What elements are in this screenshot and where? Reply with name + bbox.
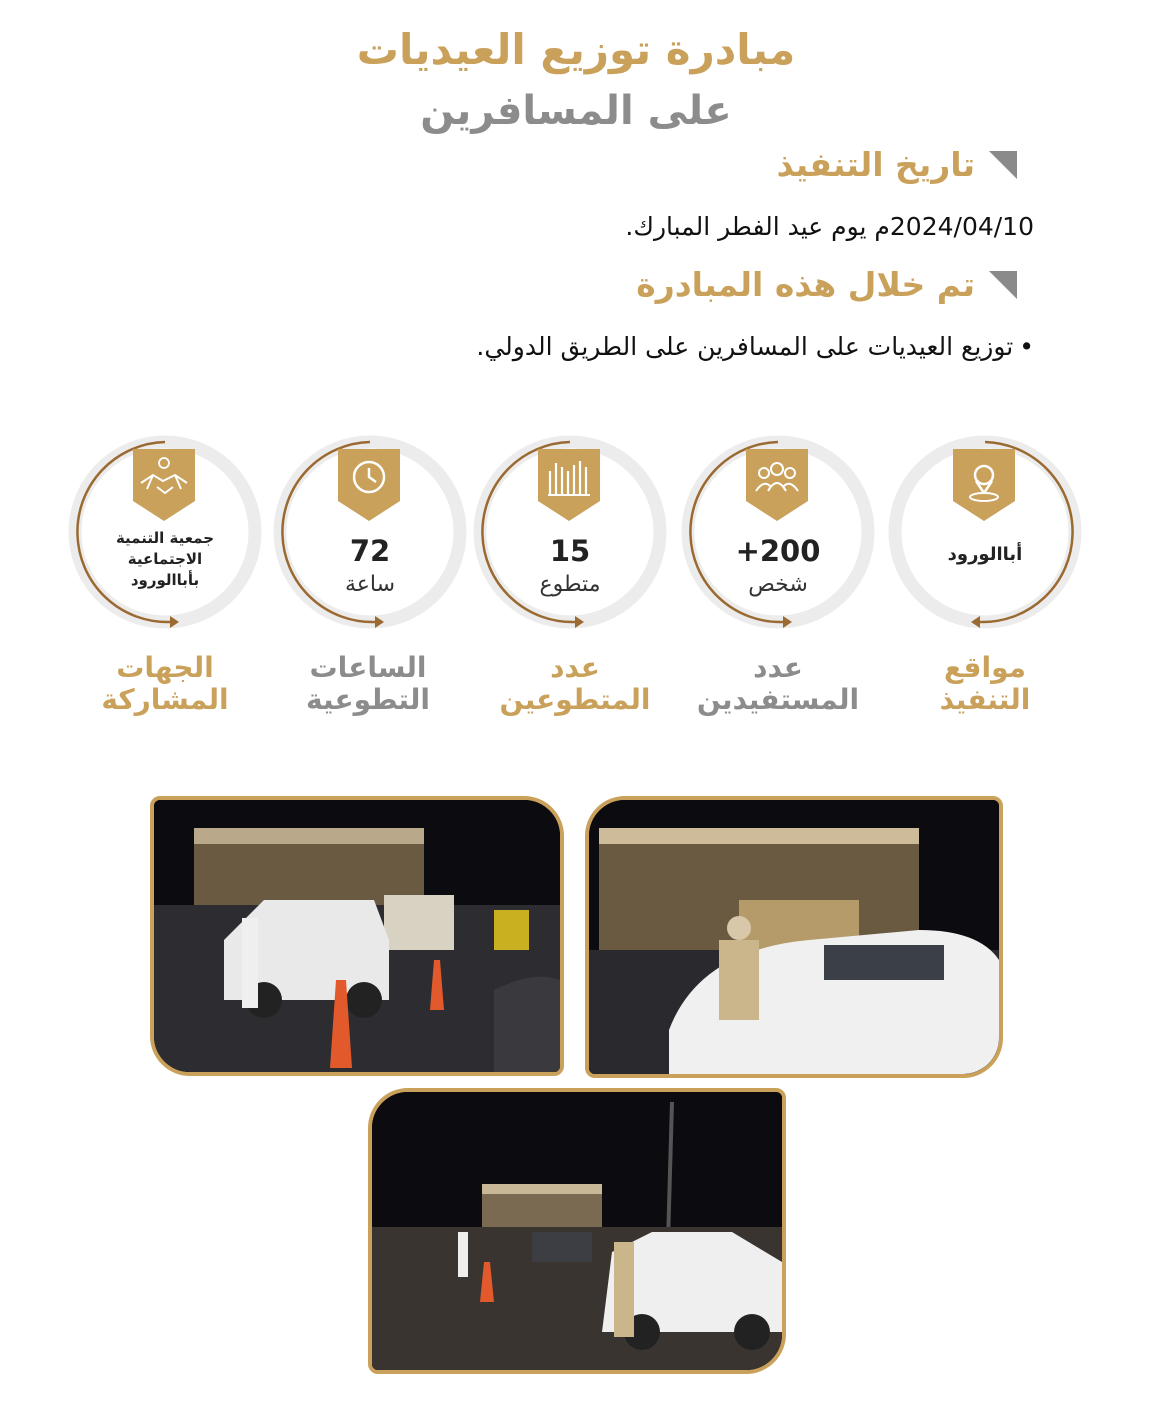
label-line2: التطوعية [306, 683, 430, 716]
label-line2: المستفيدين [696, 683, 860, 716]
stat-volunteers-unit: متطوع [539, 572, 601, 597]
label-line2: المتطوعين [499, 683, 651, 716]
partner-org-line3: بأباالورود [130, 571, 200, 589]
triangle-marker-icon [989, 151, 1017, 179]
partner-org-line1: جمعية التنمية [115, 529, 215, 547]
stat-circle-volunteers [470, 432, 670, 632]
bullet-dot-icon: • [1019, 332, 1034, 361]
label-line2: التنفيذ [939, 683, 1031, 716]
stat-circle-partners [65, 432, 265, 632]
stat-label-locations [885, 652, 1085, 716]
stat-label-hours [268, 652, 468, 716]
stat-beneficiaries-value: 200+ [735, 534, 821, 568]
stat-partner-org [95, 528, 235, 591]
stat-circle-beneficiaries [678, 432, 878, 632]
bullet-item [476, 332, 1034, 361]
stat-circle-locations [885, 432, 1085, 632]
label-line1: الساعات [309, 651, 427, 684]
stat-circle-hours [270, 432, 470, 632]
triangle-marker-icon [989, 271, 1017, 299]
label-line1: عدد [753, 651, 803, 684]
stat-beneficiaries-unit: شخص [748, 572, 808, 597]
date-heading-text: تاريخ التنفيذ [776, 145, 975, 184]
photo-volunteers-white-suv [150, 796, 564, 1076]
raised-hands-icon [538, 449, 600, 521]
photo-volunteer-white-sedan [585, 796, 1003, 1078]
label-line1: الجهات [116, 651, 214, 684]
date-section-heading [777, 145, 1017, 184]
page-title: مبادرة توزيع العيديات [356, 25, 796, 74]
clock-icon [338, 449, 400, 521]
stat-label-volunteers [475, 652, 675, 716]
label-line2: المشاركة [101, 683, 229, 716]
stat-hours-unit: ساعة [344, 572, 396, 597]
label-line1: مواقع [944, 651, 1026, 684]
stat-label-partners [65, 652, 265, 716]
photo-volunteer-pickup-truck [368, 1088, 786, 1374]
page-subtitle: على المسافرين [420, 88, 732, 134]
done-section-heading [636, 265, 1017, 304]
stat-location-value: أباالورود [947, 544, 1023, 565]
bullet-text: توزيع العيديات على المسافرين على الطريق الدولي. [476, 332, 1014, 361]
date-text: 2024/04/10م يوم عيد الفطر المبارك. [625, 212, 1034, 241]
people-group-icon [746, 449, 808, 521]
stat-label-beneficiaries [678, 652, 878, 716]
label-line1: عدد [550, 651, 600, 684]
stat-hours-value: 72 [349, 534, 391, 568]
partner-org-line2: الاجتماعية [127, 550, 203, 568]
stat-volunteers-value: 15 [549, 534, 591, 568]
handshake-icon [133, 449, 195, 521]
done-heading-text: تم خلال هذه المبادرة [636, 265, 975, 304]
location-pin-icon [953, 449, 1015, 521]
